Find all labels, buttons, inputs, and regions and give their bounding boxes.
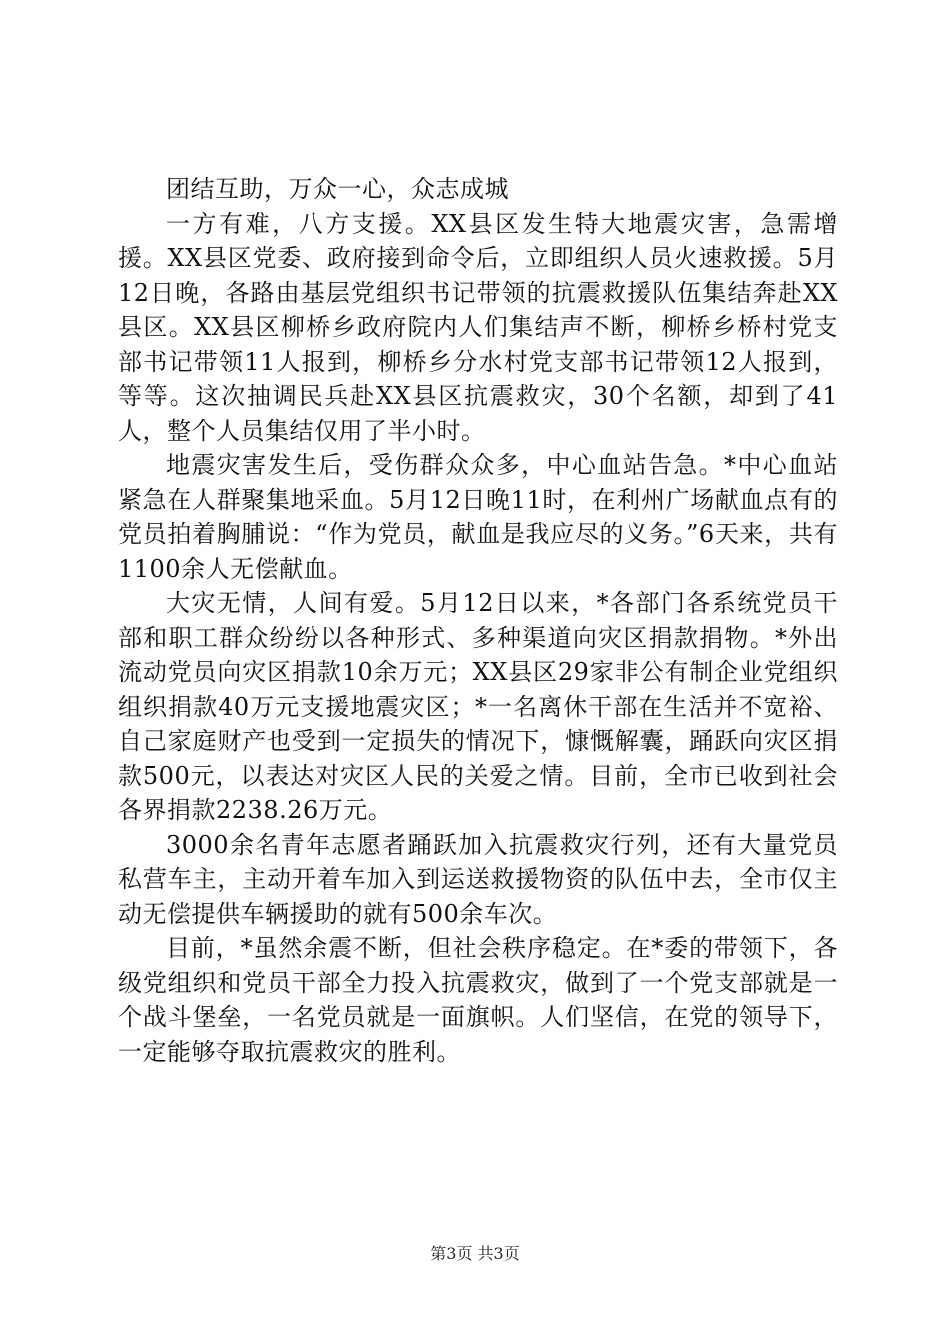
paragraph-conclusion: 目前，*虽然余震不断，但社会秩序稳定。在*委的带领下，各级党组织和党员干部全力投入抗震救灾，做到了一个党支部就是一个战斗堡垒，一名党员就是一面旗帜。人们坚信，在党的领导下，一定能够夺取抗震救灾的胜利。 (118, 934, 838, 1066)
paragraph-volunteers: 3000余名青年志愿者踊跃加入抗震救灾行列，还有大量党员私营车主，主动开着车加入到运送救援物资的队伍中去，全市仅主动无偿提供车辆援助的就有500余车次。 (118, 830, 838, 928)
paragraph-blood-donation: 地震灾害发生后，受伤群众众多，中心血站告急。*中心血站紧急在人群聚集地采血。5月12日晚11时，在利州广场献血点有的党员拍着胸脯说：“作为党员，献血是我应尽的义务。”6天来，共有1100余人无偿献血。 (118, 451, 838, 583)
paragraph-donations: 大灾无情，人间有爱。5月12日以来，*各部门各系统党员干部和职工群众纷纷以各种形式、多种渠道向灾区捐款捐物。*外出流动党员向灾区捐款10余万元；XX县区29家非公有制企业党组织组织捐款40万元支援地震灾区；*一名离休干部在生活并不宽裕、自己家庭财产也受到一定损失的情况下，慷慨解囊，踊跃向灾区捐款500元，以表达对灾区人民的关爱之情。目前，全市已收到社会各界捐款2238.26万元。 (118, 589, 838, 824)
paragraph-rescue: 一方有难，八方支援。XX县区发生特大地震灾害，急需增援。XX县区党委、政府接到命令后，立即组织人员火速救援。5月12日晚，各路由基层党组织书记带领的抗震救援队伍集结奔赴XX县区。XX县区柳桥乡政府院内人们集结声不断，柳桥乡桥村党支部书记带领11人报到，柳桥乡分水村党支部书记带领12人报到，等等。这次抽调民兵赴XX县区抗震救灾，30个名额，却到了41人，整个人员集结仅用了半小时。 (118, 209, 838, 445)
page-number-footer: 第3页 共3页 (430, 1244, 520, 1263)
document-heading: 团结互助，万众一心，众志成城 (166, 175, 509, 203)
document-body (118, 172, 838, 1069)
